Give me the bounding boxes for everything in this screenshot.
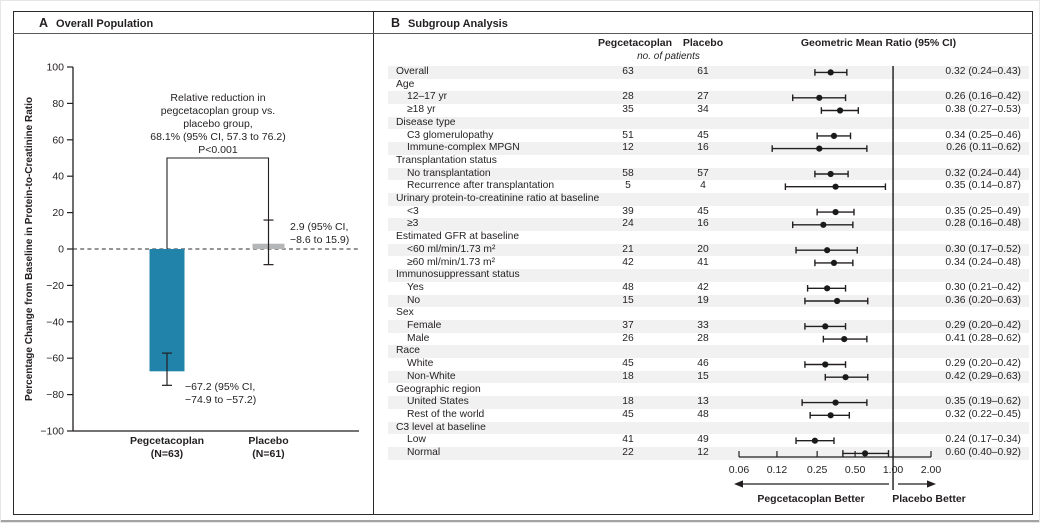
y-tick-label: 20 [52, 207, 64, 220]
comparison-bracket [167, 158, 269, 249]
ci-text: 0.29 (0.20–0.42) [945, 320, 1021, 331]
ci-text: 0.38 (0.27–0.53) [945, 104, 1021, 116]
column-header-placebo: Placebo [682, 37, 724, 49]
panel-a-title-text: Overall Population [56, 18, 154, 30]
subgroup-row [388, 142, 1029, 155]
placebo-count: 13 [697, 396, 709, 408]
comparison-annotation: P<0.001 [198, 144, 238, 156]
ci-text: 0.34 (0.25–0.46) [945, 129, 1021, 141]
placebo-count: 27 [697, 91, 709, 103]
category-label: (N=63) [150, 448, 184, 460]
subgroup-label: C3 level at baseline [396, 421, 486, 433]
subgroup-row [388, 434, 1029, 447]
subgroup-table [388, 66, 1029, 461]
subgroup-row [388, 333, 1029, 346]
subgroup-header-row [388, 269, 1029, 282]
pegcetacoplan-count: 18 [622, 370, 634, 382]
placebo-count: 45 [697, 129, 709, 141]
ci-text: 0.35 (0.14–0.87) [945, 180, 1021, 192]
bar-annotation: −8.6 to 15.9) [290, 234, 350, 246]
subgroup-label: Female [407, 320, 442, 331]
placebo-count: 34 [697, 104, 709, 116]
pegcetacoplan-count: 5 [625, 180, 631, 192]
placebo-count: 57 [697, 167, 709, 179]
placebo-count: 28 [697, 332, 709, 344]
column-header-geometric-mean-ratio: Geometric Mean Ratio (95% CI) [800, 37, 957, 49]
panel-a-letter: A [39, 16, 49, 30]
ci-text: 0.60 (0.40–0.92) [945, 447, 1021, 458]
subgroup-label: Disease type [396, 116, 456, 128]
placebo-count: 45 [697, 205, 709, 217]
y-tick-label: 60 [52, 134, 64, 147]
subgroup-row [388, 218, 1029, 231]
pegcetacoplan-count: 12 [622, 142, 634, 154]
subgroup-label: Non-White [407, 370, 456, 382]
subgroup-label: White [407, 358, 434, 370]
comparison-annotation: pegcetacoplan group vs. [160, 105, 276, 117]
y-axis-title: Percentage Change from Baseline in Protein-to-Creatinine Ratio [24, 97, 35, 401]
pegcetacoplan-count: 28 [622, 91, 634, 103]
page-bottom-rule [1, 520, 1040, 522]
ci-text: 0.32 (0.24–0.43) [945, 66, 1021, 77]
comparison-annotation: Relative reduction in [170, 92, 266, 104]
subgroup-label: Normal [407, 447, 441, 458]
subgroup-label: 12–17 yr [407, 91, 448, 103]
pegcetacoplan-count: 63 [622, 66, 634, 77]
placebo-count: 46 [697, 358, 709, 370]
subgroup-row [388, 91, 1029, 104]
category-label: Pegcetacoplan [129, 435, 205, 447]
category-label: Placebo [248, 435, 289, 447]
subgroup-label: Low [407, 434, 426, 446]
pegcetacoplan-count: 24 [622, 218, 634, 230]
ci-text: 0.41 (0.28–0.62) [945, 332, 1021, 344]
subgroup-header-row [388, 422, 1029, 435]
left-direction-label: Pegcetacoplan Better [757, 493, 865, 505]
subgroup-header-row [388, 384, 1029, 397]
ci-text: 0.30 (0.17–0.52) [945, 243, 1021, 255]
placebo-count: 4 [700, 180, 706, 192]
placebo-count: 41 [697, 256, 709, 268]
ci-text: 0.30 (0.21–0.42) [945, 281, 1021, 293]
ratio-axis-tick-label: 0.50 [844, 464, 866, 476]
subgroup-label: Male [407, 332, 430, 344]
pegcetacoplan-count: 22 [622, 447, 634, 458]
pegcetacoplan-count: 41 [622, 434, 634, 446]
y-tick-label: −20 [46, 279, 64, 292]
y-tick-label: −100 [40, 425, 64, 438]
subgroup-row [388, 130, 1029, 143]
ci-text: 0.26 (0.16–0.42) [945, 91, 1021, 103]
ci-text: 0.35 (0.19–0.62) [945, 396, 1021, 408]
subgroup-row [388, 168, 1029, 181]
subgroup-label: Age [396, 78, 415, 90]
subgroup-label: <60 ml/min/1.73 m² [407, 243, 496, 255]
y-tick-label: −60 [46, 352, 64, 365]
subgroup-row [388, 206, 1029, 219]
subgroup-row [388, 282, 1029, 295]
placebo-count: 20 [697, 243, 709, 255]
pegcetacoplan-count: 21 [622, 243, 634, 255]
subgroup-header-row [388, 193, 1029, 206]
subgroup-label: No [407, 294, 421, 306]
pegcetacoplan-count: 18 [622, 396, 634, 408]
pegcetacoplan-count: 39 [622, 205, 634, 217]
subgroup-label: ≥18 yr [407, 104, 436, 116]
subgroup-header-row [388, 345, 1029, 358]
subgroup-header-row [388, 307, 1029, 320]
placebo-count: 16 [697, 142, 709, 154]
placebo-count: 16 [697, 218, 709, 230]
subgroup-label: No transplantation [407, 167, 491, 179]
placebo-count: 61 [697, 66, 709, 77]
placebo-count: 12 [697, 447, 709, 458]
pegcetacoplan-count: 35 [622, 104, 634, 116]
ci-text: 0.29 (0.20–0.42) [945, 358, 1021, 370]
column-header-pegcetacoplan: Pegcetacoplan [597, 37, 673, 49]
ci-text: 0.24 (0.17–0.34) [945, 434, 1021, 446]
pegcetacoplan-count: 45 [622, 408, 634, 420]
bar-annotation: 2.9 (95% CI, [290, 221, 349, 233]
ratio-axis-tick-label: 0.25 [806, 464, 828, 476]
subgroup-row [388, 358, 1029, 371]
placebo-count: 49 [697, 434, 709, 446]
subgroup-label: Transplantation status [396, 154, 497, 166]
ci-text: 0.35 (0.25–0.49) [945, 205, 1021, 217]
panel-b-letter: B [391, 16, 401, 30]
pegcetacoplan-count: 58 [622, 167, 634, 179]
ratio-axis-tick-label: 1.00 [882, 464, 904, 476]
pegcetacoplan-count: 26 [622, 332, 634, 344]
bar-annotation: −74.9 to −57.2) [185, 394, 257, 406]
placebo-count: 19 [697, 294, 709, 306]
subgroup-label: ≥3 [407, 218, 419, 230]
y-tick-label: 100 [46, 61, 64, 74]
y-tick-label: 40 [52, 170, 64, 183]
subgroup-row [388, 180, 1029, 193]
pegcetacoplan-count: 42 [622, 256, 634, 268]
pegcetacoplan-count: 37 [622, 320, 634, 331]
subgroup-label: Estimated GFR at baseline [396, 231, 520, 243]
category-label: (N=61) [252, 448, 285, 460]
right-direction-label: Placebo Better [892, 493, 966, 505]
pegcetacoplan-count: 51 [622, 129, 634, 141]
subgroup-row [388, 66, 1029, 79]
ci-text: 0.34 (0.24–0.48) [945, 256, 1021, 268]
bar-chart [13, 11, 374, 515]
ci-text: 0.26 (0.11–0.62) [946, 142, 1021, 154]
subgroup-label: United States [407, 396, 469, 408]
ratio-axis-tick-label: 0.12 [766, 464, 788, 476]
subgroup-row [388, 104, 1029, 117]
subgroup-row [388, 320, 1029, 333]
panel-b-title [391, 16, 508, 30]
y-tick-label: 0 [58, 243, 64, 256]
subgroup-label: Yes [407, 281, 424, 293]
subgroup-row [388, 244, 1029, 257]
subgroup-row [388, 257, 1029, 270]
subgroup-header-row [388, 231, 1029, 244]
subgroup-row [388, 295, 1029, 308]
ratio-axis-tick-label: 2.00 [920, 464, 942, 476]
ci-text: 0.32 (0.24–0.44) [945, 167, 1021, 179]
subgroup-row [388, 396, 1029, 409]
pegcetacoplan-count: 15 [622, 294, 634, 306]
subgroup-label: Urinary protein-to-creatinine ratio at baseline [396, 193, 600, 204]
subgroup-label: Immune-complex MPGN [407, 142, 520, 154]
subgroup-label: Race [396, 345, 421, 357]
subgroup-label: <3 [407, 205, 419, 217]
ci-text: 0.28 (0.16–0.48) [945, 218, 1021, 230]
panel-b-title-text: Subgroup Analysis [408, 18, 508, 30]
subgroup-label: Rest of the world [407, 408, 485, 420]
pegcetacoplan-count: 48 [622, 281, 634, 293]
placebo-count: 33 [697, 320, 709, 331]
subgroup-row [388, 371, 1029, 384]
subgroup-label: ≥60 ml/min/1.73 m² [407, 256, 496, 268]
comparison-annotation: placebo group, [183, 118, 253, 130]
subgroup-header-row [388, 79, 1029, 92]
placebo-count: 48 [697, 408, 709, 420]
ci-text: 0.42 (0.29–0.63) [945, 370, 1021, 382]
ratio-axis-tick-label: 0.06 [728, 464, 750, 476]
y-tick-label: −40 [46, 316, 64, 329]
y-tick-label: 80 [52, 97, 64, 110]
subgroup-row [388, 409, 1029, 422]
comparison-annotation: 68.1% (95% CI, 57.3 to 76.2) [150, 131, 286, 143]
subgroup-label: Overall [396, 66, 429, 77]
placebo-count: 15 [697, 370, 709, 382]
ci-text: 0.36 (0.20–0.63) [945, 294, 1021, 306]
pegcetacoplan-count: 45 [622, 358, 634, 370]
subgroup-label: Immunosuppressant status [396, 269, 520, 281]
subgroup-label: C3 glomerulopathy [407, 129, 494, 141]
bar-annotation: −67.2 (95% CI, [185, 381, 256, 393]
column-subheader-no-of-patients: no. of patients [637, 51, 700, 62]
subgroup-label: Recurrence after transplantation [407, 180, 555, 192]
subgroup-label: Sex [396, 307, 414, 319]
subgroup-row [388, 447, 1029, 460]
subgroup-label: Geographic region [396, 383, 481, 395]
subgroup-header-row [388, 117, 1029, 130]
subgroup-header-row [388, 155, 1029, 168]
placebo-count: 42 [697, 281, 709, 293]
ci-text: 0.32 (0.22–0.45) [945, 408, 1021, 420]
y-tick-label: −80 [46, 389, 64, 402]
